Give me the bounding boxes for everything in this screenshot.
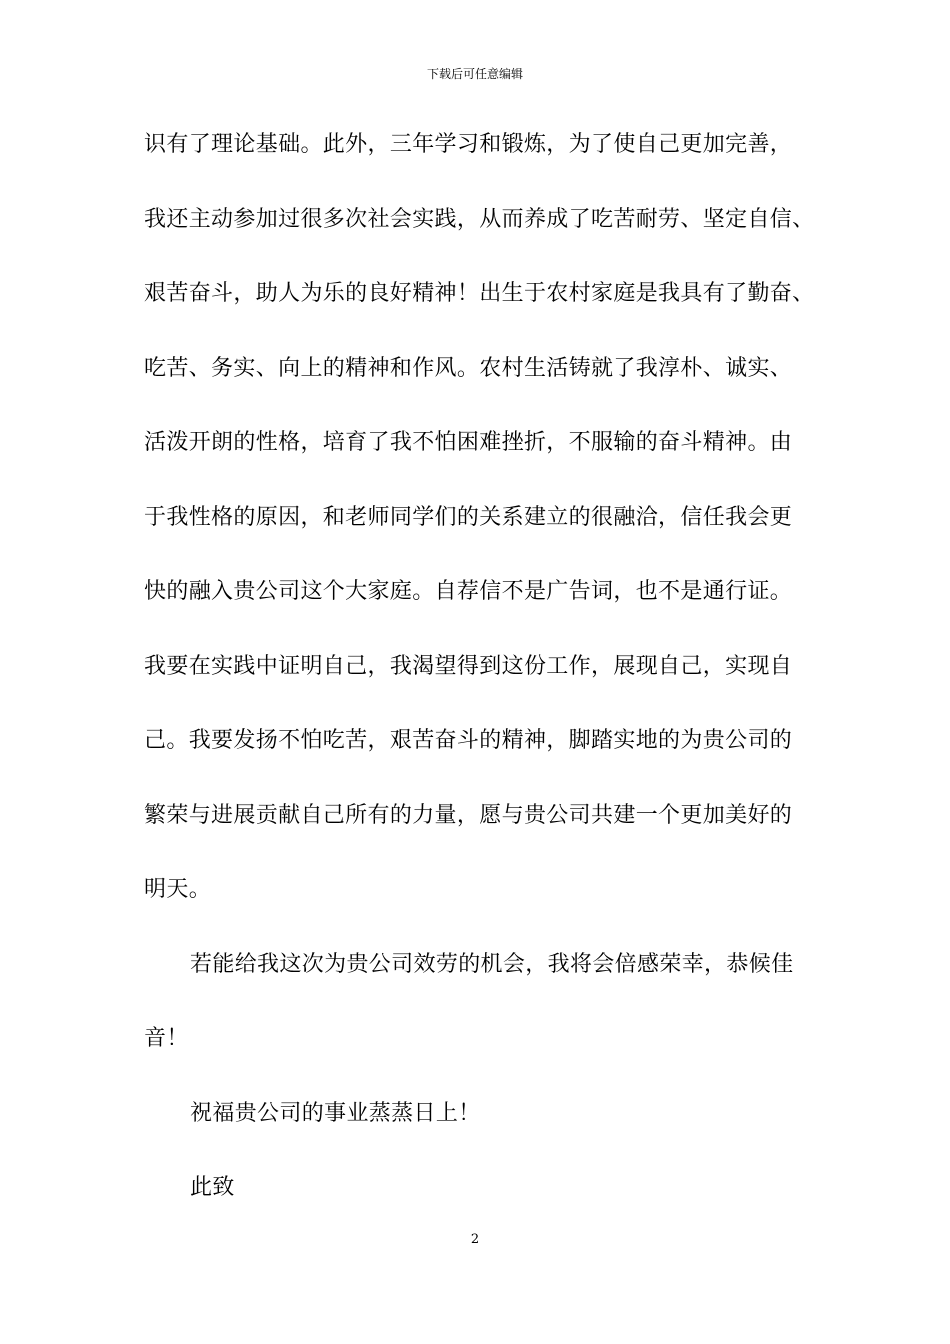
body-line-5: 活泼开朗的性格，培育了我不怕困难挫折，不服输的奋斗精神。由 (144, 430, 793, 455)
body-line-11: 明天。 (144, 877, 212, 902)
body-line-1: 识有了理论基础。此外，三年学习和锻炼，为了使自己更加完善， (144, 132, 793, 157)
blessing-line: 祝福贵公司的事业蒸蒸日上！ (190, 1100, 481, 1126)
closing-paragraph-line-2: 音！ (144, 1026, 189, 1051)
letter-body (144, 122, 824, 1240)
body-line-3: 艰苦奋斗，助人为乐的良好精神！出生于农村家庭是我具有了勤奋、 (144, 281, 815, 306)
page-header: 下载后可任意编辑 (426, 67, 523, 81)
body-line-6: 于我性格的原因，和老师同学们的关系建立的很融洽，信任我会更 (144, 504, 793, 530)
body-line-7: 快的融入贵公司这个大家庭。自荐信不是广告词，也不是通行证。 (144, 579, 793, 604)
salutation-line: 此致 (190, 1175, 235, 1200)
body-line-10: 繁荣与进展贡献自己所有的力量，愿与贵公司共建一个更加美好的 (144, 802, 793, 828)
body-line-9: 己。我要发扬不怕吃苦，艰苦奋斗的精神，脚踏实地的为贵公司的 (144, 728, 793, 753)
closing-paragraph-line-1: 若能给我这次为贵公司效劳的机会，我将会倍感荣幸，恭候佳 (190, 951, 794, 977)
body-line-2: 我还主动参加过很多次社会实践，从而养成了吃苦耐劳、坚定自信、 (144, 206, 815, 232)
body-line-8: 我要在实践中证明自己，我渴望得到这份工作，展现自己，实现自 (144, 653, 793, 679)
page-number: 2 (470, 1232, 480, 1247)
body-line-4: 吃苦、务实、向上的精神和作风。农村生活铸就了我淳朴、诚实、 (144, 355, 793, 381)
